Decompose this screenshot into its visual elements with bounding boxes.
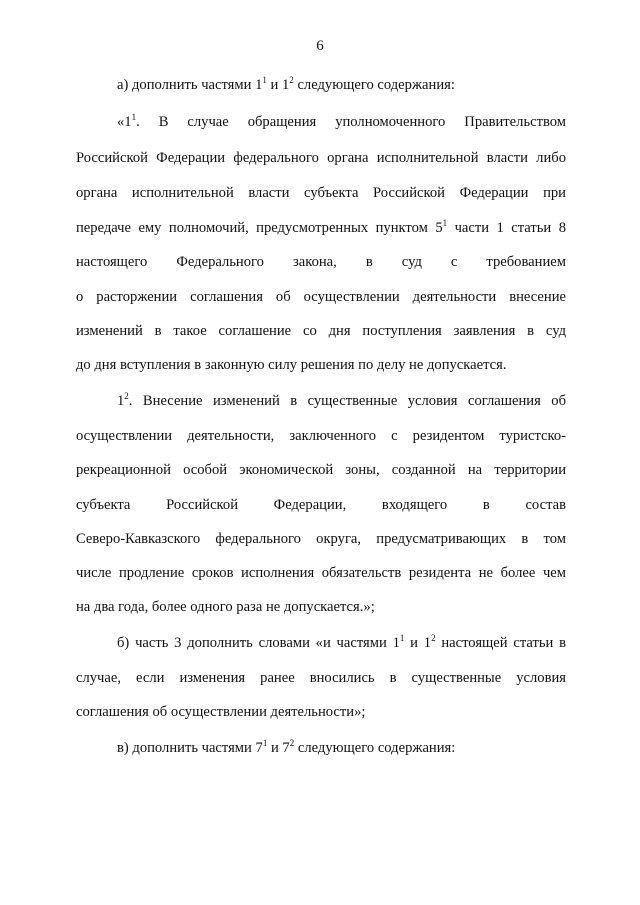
text-line: числе продление сроков исполнения обязательств резидента не более чем — [76, 565, 566, 581]
text-line: б) часть 3 дополнить словами «и частями $1^1$ и $1^2$ настоящей статьи в — [117, 633, 566, 651]
text-line: рекреационной особой экономической зоны, созданной на территории — [76, 462, 566, 478]
text-line: осуществлении деятельности, заключенного с резидентом туристско- — [76, 428, 566, 444]
text-line: $1^2$. Внесение изменений в существенные условия соглашения об — [117, 391, 566, 409]
text-line: Северо-Кавказского федерального округа, предусматривающих в том — [76, 531, 566, 547]
text-line: в) дополнить частями $7^1$ и $7^2$ следующего содержания: — [117, 738, 456, 756]
text-line: случае, если изменения ранее вносились в существенные условия — [76, 670, 566, 686]
text-line: «$1^1$. В случае обращения уполномоченного Правительством — [117, 112, 566, 130]
text-line: о расторжении соглашения об осуществлении деятельности внесение — [76, 289, 566, 305]
text-line: а) дополнить частями $1^1$ и $1^2$ следующего содержания: — [117, 75, 455, 93]
text-line: до дня вступления в законную силу решения по делу не допускается. — [76, 357, 507, 373]
text-line: изменений в такое соглашение со дня поступления заявления в суд — [76, 323, 566, 339]
text-line: на два года, более одного раза не допускается.»; — [76, 599, 375, 615]
page-number: 6 — [316, 38, 324, 54]
text-line: органа исполнительной власти субъекта Российской Федерации при — [76, 185, 566, 201]
text-line: соглашения об осуществлении деятельности»; — [76, 704, 366, 720]
text-line: субъекта Российской Федерации, входящего в состав — [76, 497, 566, 513]
text-line: настоящего Федерального закона, в суд с требованием — [76, 254, 566, 270]
text-line: Российской Федерации федерального органа исполнительной власти либо — [76, 150, 566, 166]
text-line: передаче ему полномочий, предусмотренных пунктом $5^1$ части 1 статьи 8 — [76, 218, 566, 236]
